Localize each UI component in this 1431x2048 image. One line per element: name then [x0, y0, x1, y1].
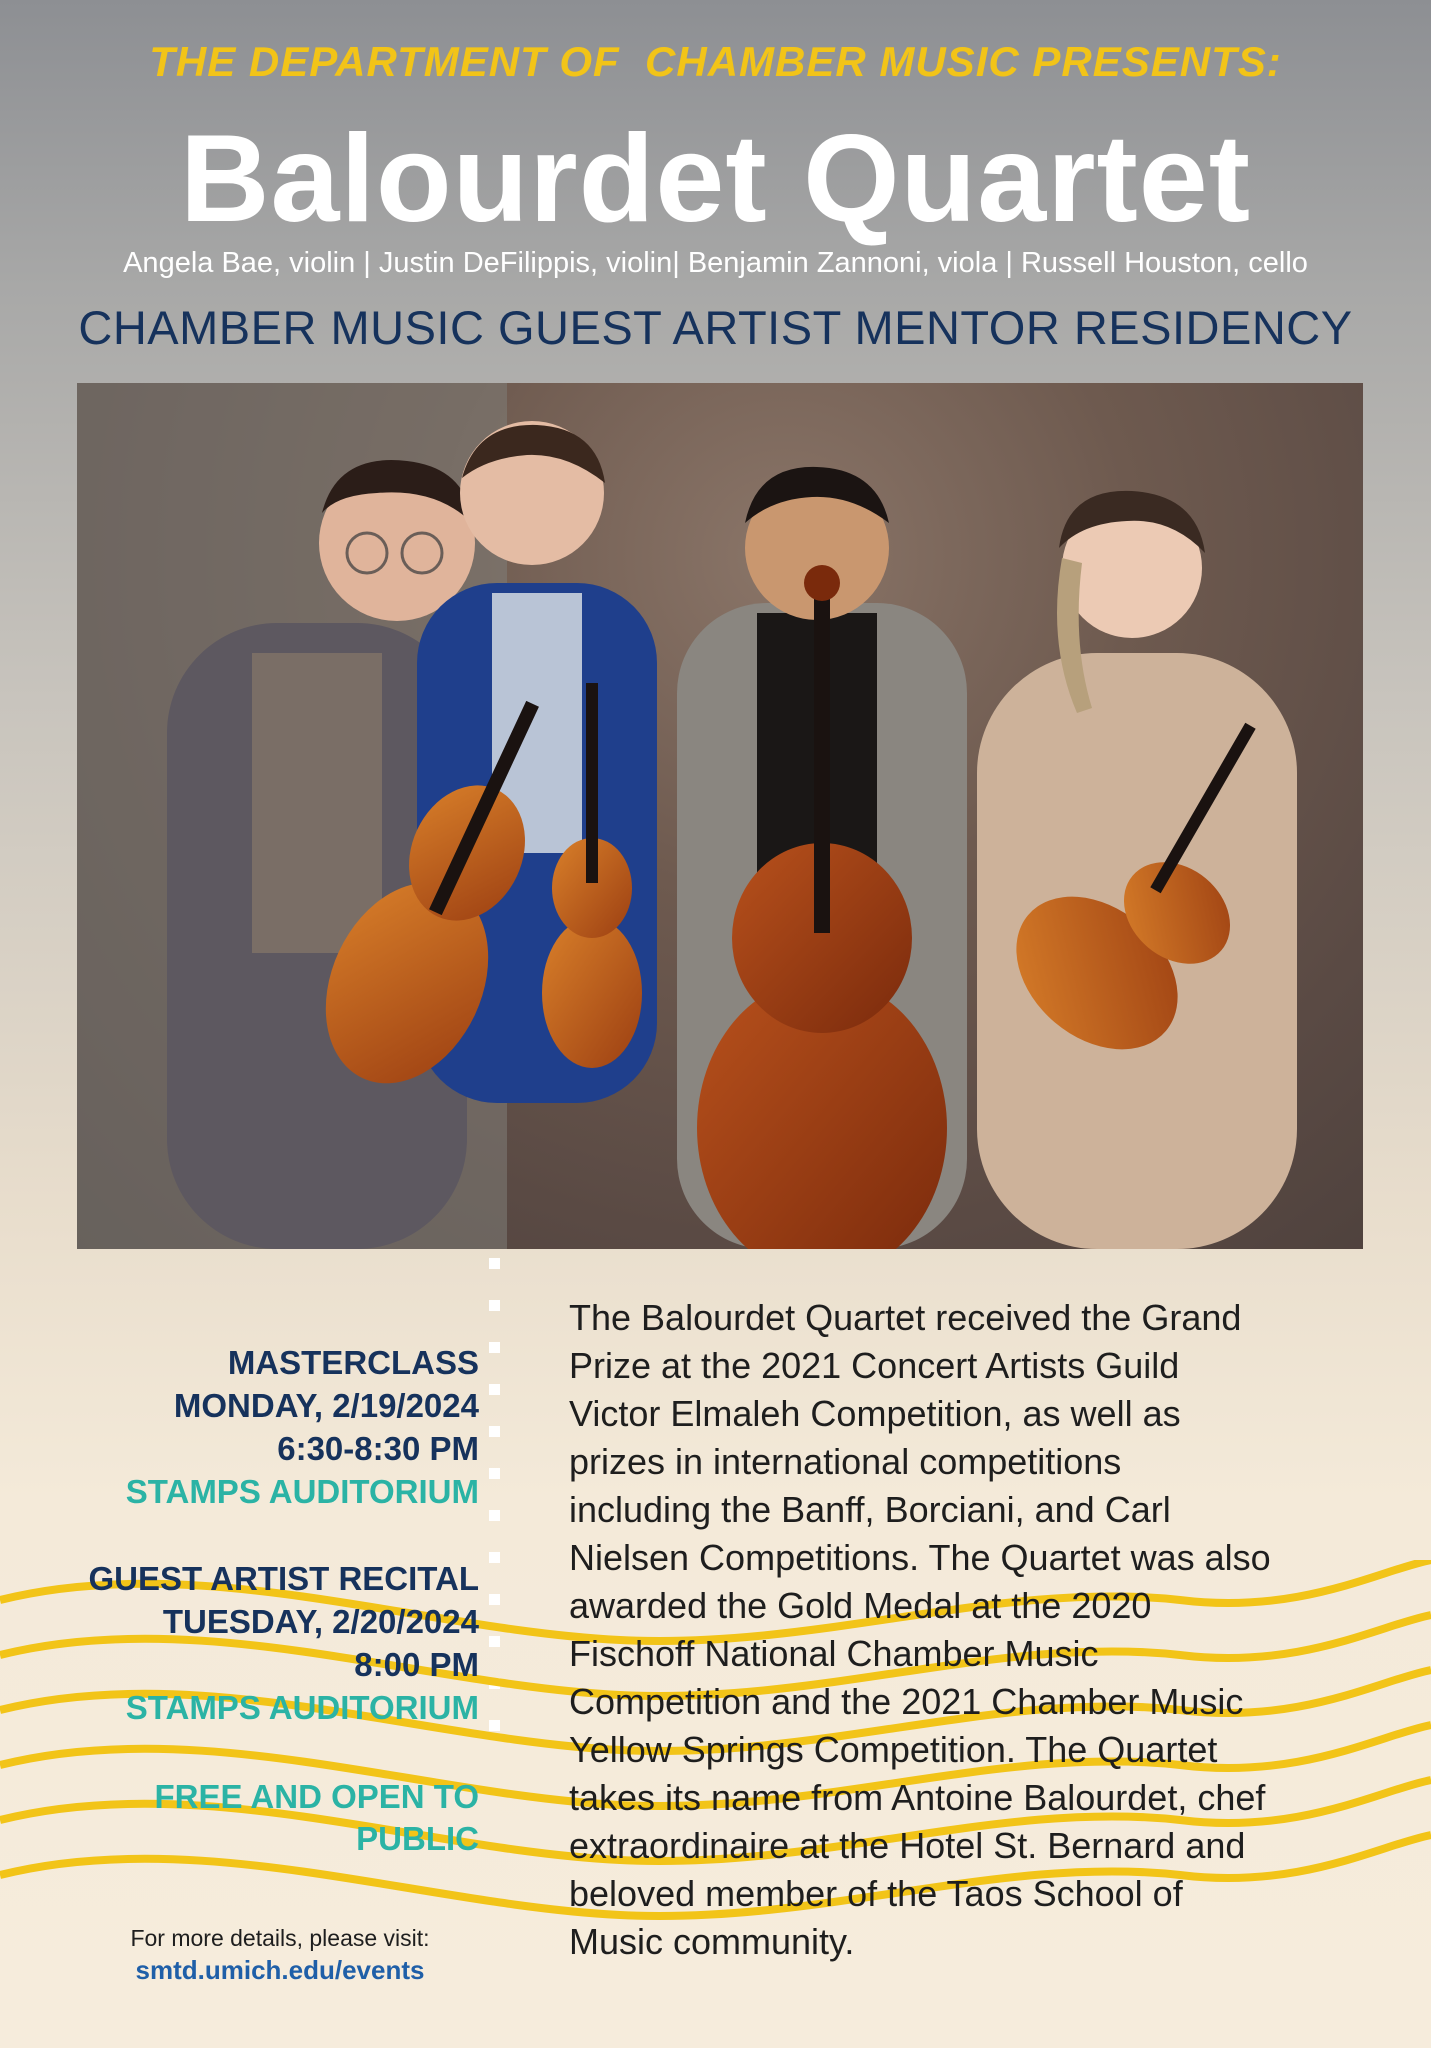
- recital-date: TUESDAY, 2/20/2024: [162, 1603, 479, 1640]
- recital-venue: STAMPS AUDITORIUM: [125, 1689, 479, 1726]
- bio-line: takes its name from Antoine Balourdet, chef: [569, 1777, 1266, 1818]
- bio-line: Fischoff National Chamber Music: [569, 1633, 1099, 1674]
- bio-line: Victor Elmaleh Competition, as well as: [569, 1393, 1181, 1434]
- page-title: Balourdet Quartet: [179, 110, 1252, 248]
- quartet-photo: [77, 383, 1363, 1249]
- admission-line-1: FREE AND OPEN TO: [154, 1778, 479, 1815]
- residency-heading: CHAMBER MUSIC GUEST ARTIST MENTOR RESIDENCY: [78, 301, 1353, 354]
- bio-line: Yellow Springs Competition. The Quartet: [569, 1729, 1218, 1770]
- bio-line: awarded the Gold Medal at the 2020: [569, 1585, 1152, 1626]
- bio-line: Prize at the 2021 Concert Artists Guild: [569, 1345, 1180, 1386]
- masterclass-time: 6:30-8:30 PM: [277, 1430, 479, 1467]
- more-details-label: For more details, please visit:: [130, 1925, 430, 1951]
- bio-line: Competition and the 2021 Chamber Music: [569, 1681, 1244, 1722]
- bio-line: including the Banff, Borciani, and Carl: [569, 1489, 1171, 1530]
- masterclass-date: MONDAY, 2/19/2024: [173, 1387, 479, 1424]
- bio-paragraph: [569, 1294, 1379, 1966]
- masterclass-title: MASTERCLASS: [227, 1344, 479, 1381]
- recital-time: 8:00 PM: [354, 1646, 479, 1683]
- bio-line: prizes in international competitions: [569, 1441, 1122, 1482]
- bio-line: extraordinaire at the Hotel St. Bernard and: [569, 1825, 1246, 1866]
- events-link[interactable]: smtd.umich.edu/events: [135, 1955, 425, 1985]
- bio-line: beloved member of the Taos School of: [569, 1873, 1183, 1914]
- bio-line: Nielsen Competitions. The Quartet was also: [569, 1537, 1271, 1578]
- presents-heading: THE DEPARTMENT OF CHAMBER MUSIC PRESENTS:: [149, 38, 1282, 85]
- recital-title: GUEST ARTIST RECITAL: [88, 1560, 479, 1597]
- bio-line: The Balourdet Quartet received the Grand: [569, 1297, 1242, 1338]
- members-line: Angela Bae, violin | Justin DeFilippis, violin| Benjamin Zannoni, viola | Russell Houston, cello: [123, 247, 1308, 279]
- bio-line: Music community.: [569, 1921, 855, 1962]
- admission-line-2: PUBLIC: [356, 1820, 479, 1857]
- masterclass-venue: STAMPS AUDITORIUM: [125, 1473, 479, 1510]
- musician-4: [977, 491, 1297, 1249]
